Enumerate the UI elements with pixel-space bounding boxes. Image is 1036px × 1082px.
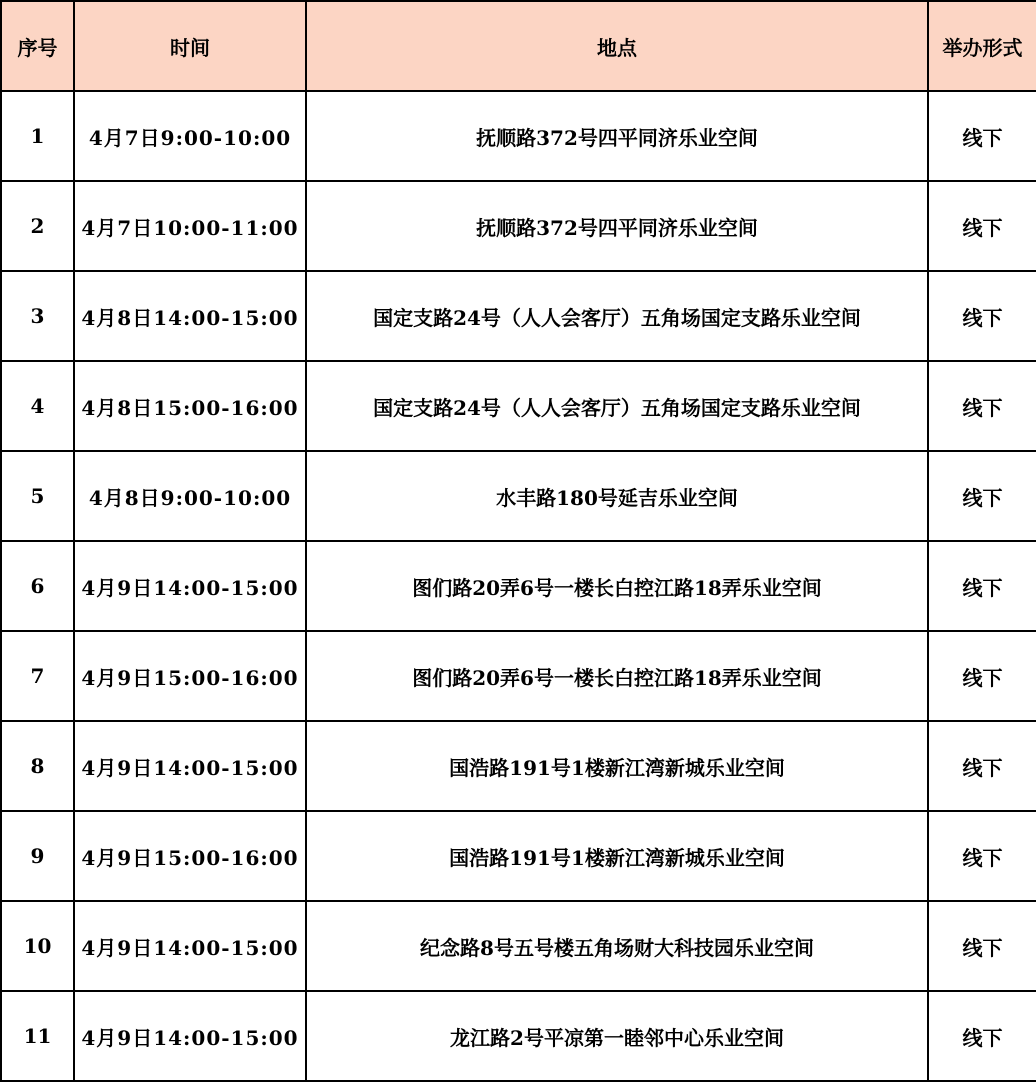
cell-time: 4月8日9:00-10:00 <box>74 451 306 541</box>
table-row <box>1 631 1036 721</box>
cell-no: 9 <box>1 811 74 901</box>
table-row <box>1 991 1036 1081</box>
header-place: 地点 <box>306 1 928 91</box>
cell-time: 4月8日14:00-15:00 <box>74 271 306 361</box>
cell-no: 3 <box>1 271 74 361</box>
cell-format: 线下 <box>928 91 1036 181</box>
cell-format: 线下 <box>928 181 1036 271</box>
cell-format: 线下 <box>928 811 1036 901</box>
cell-time: 4月9日14:00-15:00 <box>74 991 306 1081</box>
cell-place: 抚顺路372号四平同济乐业空间 <box>306 91 928 181</box>
cell-format: 线下 <box>928 991 1036 1081</box>
table-row <box>1 541 1036 631</box>
cell-time: 4月9日14:00-15:00 <box>74 541 306 631</box>
header-no: 序号 <box>1 1 74 91</box>
cell-place: 龙江路2号平凉第一睦邻中心乐业空间 <box>306 991 928 1081</box>
cell-place: 水丰路180号延吉乐业空间 <box>306 451 928 541</box>
cell-time: 4月7日10:00-11:00 <box>74 181 306 271</box>
table-row <box>1 361 1036 451</box>
cell-place: 国浩路191号1楼新江湾新城乐业空间 <box>306 721 928 811</box>
cell-no: 4 <box>1 361 74 451</box>
cell-no: 7 <box>1 631 74 721</box>
table-row <box>1 721 1036 811</box>
cell-place: 纪念路8号五号楼五角场财大科技园乐业空间 <box>306 901 928 991</box>
cell-format: 线下 <box>928 721 1036 811</box>
cell-place: 国浩路191号1楼新江湾新城乐业空间 <box>306 811 928 901</box>
cell-time: 4月9日14:00-15:00 <box>74 901 306 991</box>
cell-time: 4月9日15:00-16:00 <box>74 631 306 721</box>
cell-place: 国定支路24号（人人会客厅）五角场国定支路乐业空间 <box>306 271 928 361</box>
cell-no: 2 <box>1 181 74 271</box>
cell-no: 8 <box>1 721 74 811</box>
cell-time: 4月7日9:00-10:00 <box>74 91 306 181</box>
cell-no: 5 <box>1 451 74 541</box>
cell-place: 图们路20弄6号一楼长白控江路18弄乐业空间 <box>306 631 928 721</box>
cell-format: 线下 <box>928 901 1036 991</box>
cell-time: 4月8日15:00-16:00 <box>74 361 306 451</box>
table-row <box>1 811 1036 901</box>
cell-no: 6 <box>1 541 74 631</box>
header-format: 举办形式 <box>928 1 1036 91</box>
table-row <box>1 271 1036 361</box>
cell-place: 图们路20弄6号一楼长白控江路18弄乐业空间 <box>306 541 928 631</box>
table-header-row <box>1 1 1036 91</box>
cell-no: 10 <box>1 901 74 991</box>
cell-place: 抚顺路372号四平同济乐业空间 <box>306 181 928 271</box>
cell-time: 4月9日15:00-16:00 <box>74 811 306 901</box>
cell-format: 线下 <box>928 631 1036 721</box>
table-row <box>1 451 1036 541</box>
cell-place: 国定支路24号（人人会客厅）五角场国定支路乐业空间 <box>306 361 928 451</box>
cell-format: 线下 <box>928 541 1036 631</box>
cell-no: 1 <box>1 91 74 181</box>
cell-format: 线下 <box>928 451 1036 541</box>
cell-time: 4月9日14:00-15:00 <box>74 721 306 811</box>
cell-format: 线下 <box>928 271 1036 361</box>
cell-no: 11 <box>1 991 74 1081</box>
table-row <box>1 901 1036 991</box>
cell-format: 线下 <box>928 361 1036 451</box>
header-time: 时间 <box>74 1 306 91</box>
table-row <box>1 91 1036 181</box>
table-row <box>1 181 1036 271</box>
